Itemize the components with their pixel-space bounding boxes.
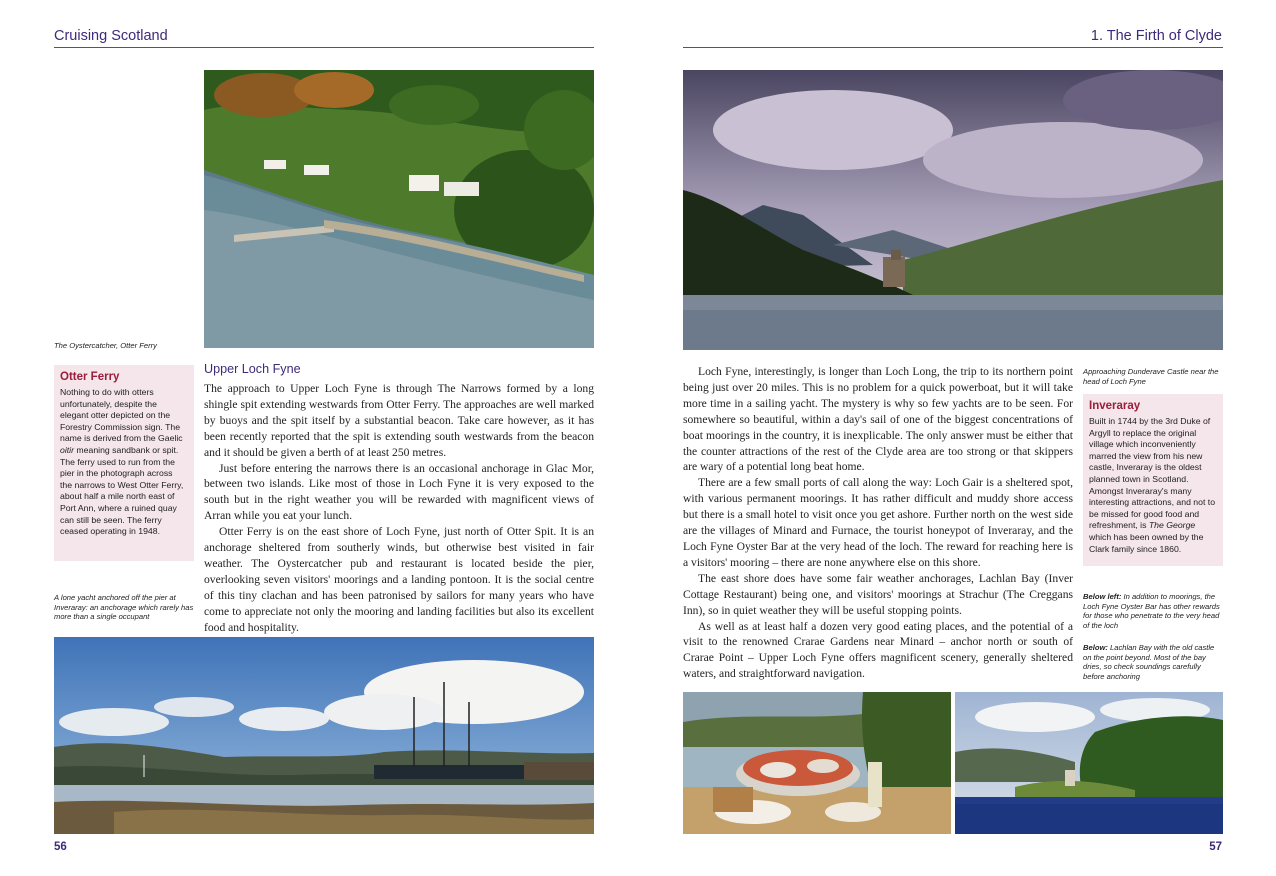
left-paragraph-2: Just before entering the narrows there is an occasional anchorage in Glac Mor, between two islands. Like most of those in Loch Fyne it is very exposed to the south but in the right weather you will be rewarded with magnificent views of Arran while you eat your lunch. bbox=[204, 461, 594, 523]
sidebar-inveraray bbox=[1083, 394, 1223, 566]
sidebar-otter-ferry bbox=[54, 365, 194, 561]
right-paragraph-2: There are a few small ports of call along the way: Loch Gair is a sheltered spot, with various permanent moorings. It has rather difficult and muddy shore access but there is a small hotel to visit once you get ashore. Further north on the west side are the villages of Minard and Furnace, the tourist honeypot of Inveraray, and the Loch Fyne Oyster Bar at the very head of the loch. The reward for reaching here is a visitors' mooring – there are none anywhere else on this shore. bbox=[683, 476, 1073, 569]
left-running-header: Cruising Scotland bbox=[54, 28, 168, 44]
right-running-header: 1. The Firth of Clyde bbox=[1090, 28, 1222, 44]
left-paragraph-3: Otter Ferry is on the east shore of Loch Fyne, just north of Otter Spit. It is an anchorage sheltered from southerly winds, but otherwise best visited in fair weather. The Oystercatcher pub and restaurant is located beside the pier, overlooking seven visitors' moorings and a landing pontoon. It is the social centre of this tiny clachan and has been patronised by sailors for many years who have come to appreciate not only the mooring and landing facilities but also its excellent food and hospitality. bbox=[204, 525, 594, 634]
caption-below-left: Below left: In addition to moorings, the Loch Fyne Oyster Bar has other rewards for those who penetrate to the very head of the loch bbox=[1083, 592, 1220, 630]
photo-inveraray-tall-ship bbox=[54, 637, 594, 834]
caption-oystercatcher: The Oystercatcher, Otter Ferry bbox=[54, 341, 157, 350]
sidebar-otter-ferry-text: Nothing to do with otters unfortunately, despite the elegant otter depicted on the Forestry Commission sign. The name is derived from the Gaelic oitir meaning sandbank or spit. The ferry used to run from the pier in the photograph across the narrows to West Otter Ferry, about half a mile north east of Port Ann, where a ruined quay can still be seen. The ferry ceased operating in 1948. bbox=[60, 387, 184, 537]
right-page-number: 57 bbox=[1209, 841, 1222, 853]
caption-dunderave: Approaching Dunderave Castle near the head of Loch Fyne bbox=[1083, 367, 1219, 386]
section-title-upper-loch-fyne: Upper Loch Fyne bbox=[204, 362, 301, 376]
sidebar-inveraray-text: Built in 1744 by the 3rd Duke of Argyll to replace the original village which inconveniently marred the view from his new castle, Inveraray is the oldest planned town in Scotland. Amongst Inveraray's many interesting attractions, and not to be missed for good food and refreshment, is The George which has been owned by the Clark family since 1860. bbox=[1089, 416, 1216, 554]
right-paragraph-3: The east shore does have some fair weather anchorages, Lachlan Bay (Inver Cottage Restaurant) being one, and visitors' moorings at Strachur (The Creggans Inn), so in quiet weather they will be useful stopping points. bbox=[683, 571, 1073, 617]
left-paragraph-1: The approach to Upper Loch Fyne is through The Narrows formed by a long shingle spit extending westwards from Otter Ferry. The approaches are well marked by buoys and the spit itself by a substantial beacon. Take care however, as it has been recently reported that the spit is extending south westwards from the beacon and it should be given a berth of at least 250 metres. bbox=[204, 382, 594, 459]
right-paragraph-4: As well as at least half a dozen very good eating places, and the potential of a visit to the renowned Crarae Gardens near Minard – anchor north or south of Crarae Point – Upper Loch Fyne offers magnificent scenery, generally sheltered waters, and straightforward navigation. bbox=[683, 619, 1073, 681]
right-header-rule bbox=[683, 47, 1223, 48]
caption-below: Below: Lachlan Bay with the old castle on the point beyond. Most of the bay dries, so check soundings carefully before anchoring bbox=[1083, 643, 1215, 681]
photo-otter-ferry-aerial bbox=[204, 70, 594, 348]
caption-lone-yacht: A lone yacht anchored off the pier at Inveraray: an anchorage which rarely has more than a single occupant bbox=[54, 593, 194, 622]
left-body-text bbox=[204, 381, 594, 636]
sidebar-otter-ferry-title: Otter Ferry bbox=[60, 371, 120, 383]
right-body-text bbox=[683, 364, 1073, 682]
sidebar-inveraray-title: Inveraray bbox=[1089, 400, 1141, 412]
left-header-rule bbox=[54, 47, 594, 48]
photo-oyster-bar-platter bbox=[683, 692, 951, 834]
photo-dunderave-castle bbox=[683, 70, 1223, 350]
photo-lachlan-bay bbox=[955, 692, 1223, 834]
right-paragraph-1: Loch Fyne, interestingly, is longer than Loch Long, the trip to its northern point being just over 20 miles. This is no problem for a quick powerboat, but it will take more time in a sailing yacht. The mystery is why so few yachts are to be seen. For somewhere so beautiful, within a day's sail of one of the biggest concentrations of boat moorings in the country, it is inexplicable. The only answer must be either that the counter attractions of the rest of the Clyde area are too strong or that skippers are wary of a potential long beat home. bbox=[683, 365, 1073, 474]
left-page-number: 56 bbox=[54, 841, 67, 853]
